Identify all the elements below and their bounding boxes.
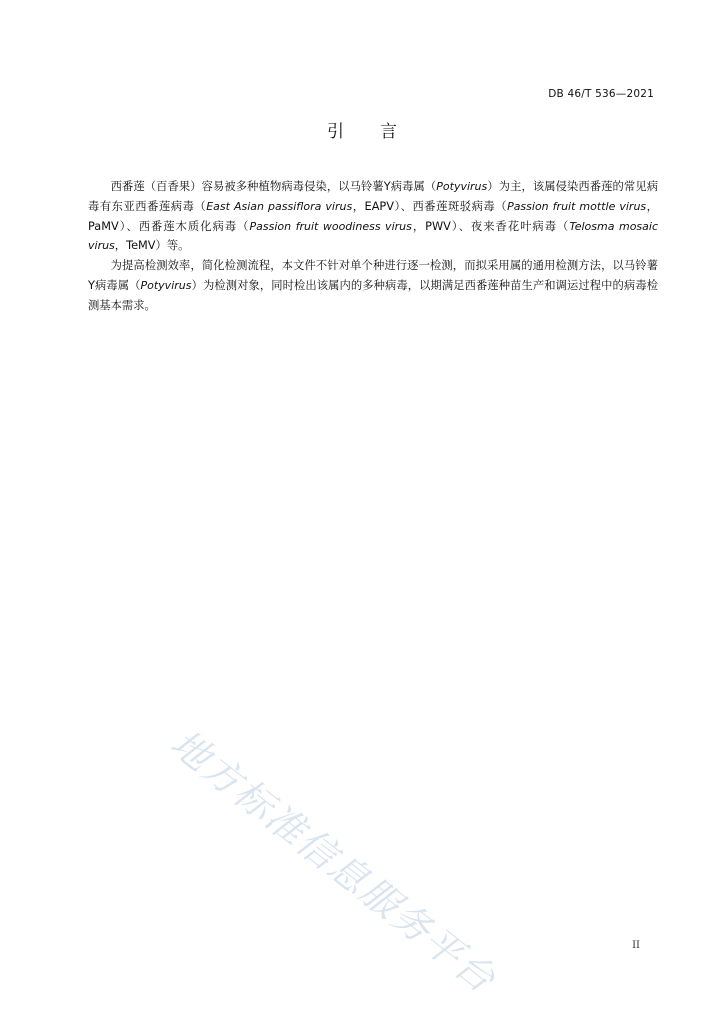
text-run: ，PWV）、夜来香花叶病毒（ [411, 219, 570, 233]
watermark: 地方标准信息服务平台 [162, 720, 505, 1002]
page-title [0, 117, 724, 142]
text-run: 为提高检测效率，简化检测流程，本文件不针对单个种进行逐一检测，而拟采用属的通用检测方法，以马铃薯Y病毒属（ [88, 259, 658, 292]
latin-name: East Asian passiflora virus [206, 199, 353, 213]
title-char-1: 引 [327, 122, 344, 142]
text-run: ）为主，该属侵染西番莲的常见病毒有东亚西番莲病毒（ [88, 180, 658, 213]
title-char-2: 言 [380, 122, 397, 142]
introduction-body [88, 177, 658, 316]
page-number: II [632, 940, 640, 951]
paragraph-2 [88, 256, 658, 315]
paragraph-1 [88, 177, 658, 256]
latin-name: Passion fruit mottle virus [507, 199, 647, 213]
latin-name: Passion fruit woodiness virus [249, 219, 412, 233]
document-code: DB 46/T 536—2021 [548, 88, 654, 100]
text-run: 西番莲（百香果）容易被多种植物病毒侵染，以马铃薯Y病毒属（ [110, 180, 437, 193]
text-run: ，TeMV）等。 [114, 239, 190, 253]
text-run: ，PaMV）、西番莲木质化病毒（ [88, 199, 658, 233]
latin-name: Potyvirus [436, 180, 488, 193]
latin-name: Potyvirus [140, 278, 192, 292]
latin-name: Telosma mosaic virus [88, 219, 659, 253]
text-run: ，EAPV）、西番莲斑驳病毒（ [352, 199, 508, 213]
text-run: ）为检测对象，同时检出该属内的多种病毒，以期满足西番莲种苗生产和调运过程中的病毒检测基本需求。 [88, 278, 658, 312]
